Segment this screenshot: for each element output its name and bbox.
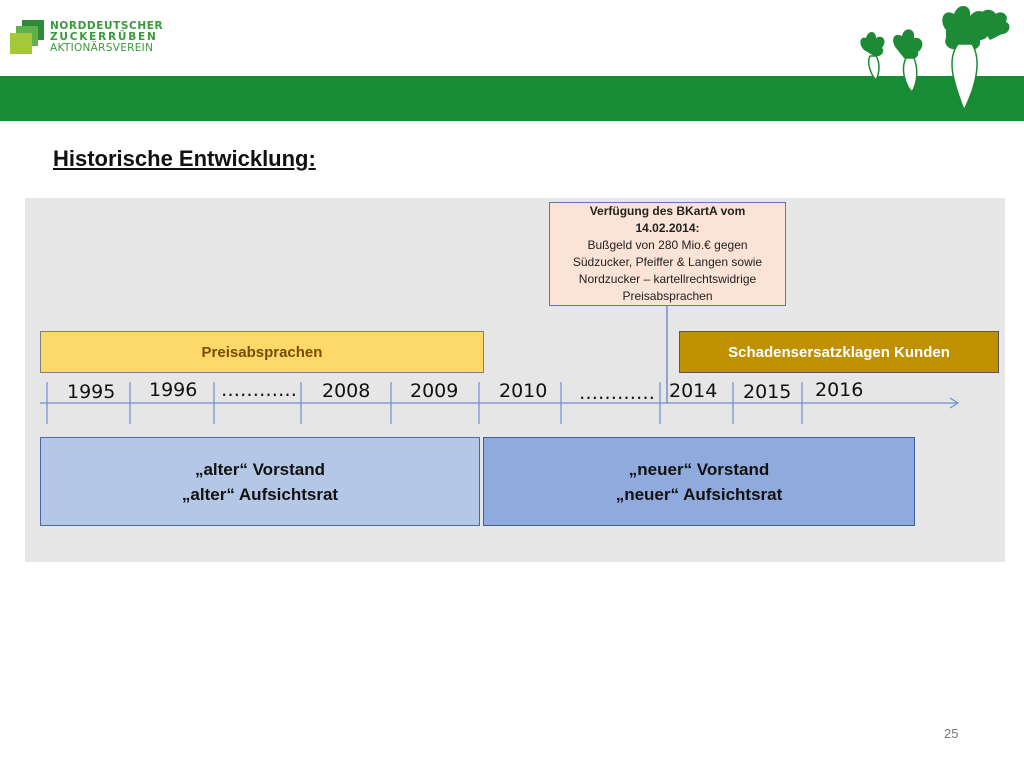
timeline-label: 2009 bbox=[410, 380, 459, 402]
callout-title-line-1: Verfügung des BKartA vom bbox=[589, 204, 746, 218]
neuer-vorstand-label: „neuer“ Vorstand bbox=[628, 459, 770, 479]
timeline-label: ………… bbox=[221, 379, 297, 401]
logo-line-1: NORDDEUTSCHER bbox=[50, 20, 164, 32]
callout-body-line-4: Preisabsprachen bbox=[622, 289, 713, 303]
timeline-label: 2015 bbox=[743, 381, 792, 403]
timeline-label: ………… bbox=[579, 382, 655, 404]
logo-squares-icon bbox=[10, 20, 46, 56]
alter-vorstand-label: „alter“ Vorstand bbox=[194, 459, 326, 479]
logo-wordmark bbox=[50, 21, 163, 54]
timeline-label: 1996 bbox=[149, 379, 198, 401]
timeline-label: 2008 bbox=[322, 380, 371, 402]
logo-line-2: ZUCKERRÜBEN bbox=[50, 31, 158, 43]
slide-title: Historische Entwicklung: bbox=[53, 146, 316, 171]
callout-body-line-1: Bußgeld von 280 Mio.€ gegen bbox=[587, 238, 748, 252]
alter-vorstand-box bbox=[40, 437, 480, 526]
callout-body-line-3: Nordzucker – kartellrechtswidrige bbox=[578, 272, 757, 286]
alter-aufsichtsrat-label: „alter“ Aufsichtsrat bbox=[181, 484, 339, 504]
timeline-label: 2014 bbox=[669, 380, 718, 402]
bkarta-callout-box bbox=[549, 202, 786, 306]
sugar-beet-icon bbox=[850, 0, 1024, 121]
timeline-label: 2010 bbox=[499, 380, 548, 402]
timeline-label: 1995 bbox=[67, 381, 116, 403]
schadensersatz-bar: Schadensersatzklagen Kunden bbox=[679, 331, 999, 373]
timeline-label: 2016 bbox=[815, 379, 864, 401]
neuer-vorstand-box bbox=[483, 437, 915, 526]
callout-title-line-2: 14.02.2014: bbox=[635, 221, 700, 235]
logo-line-3: AKTIONÄRSVEREIN bbox=[50, 42, 154, 54]
callout-body-line-2: Südzucker, Pfeiffer & Langen sowie bbox=[572, 255, 763, 269]
preisabsprachen-bar: Preisabsprachen bbox=[40, 331, 484, 373]
neuer-aufsichtsrat-label: „neuer“ Aufsichtsrat bbox=[615, 484, 783, 504]
page-number: 25 bbox=[944, 726, 959, 741]
